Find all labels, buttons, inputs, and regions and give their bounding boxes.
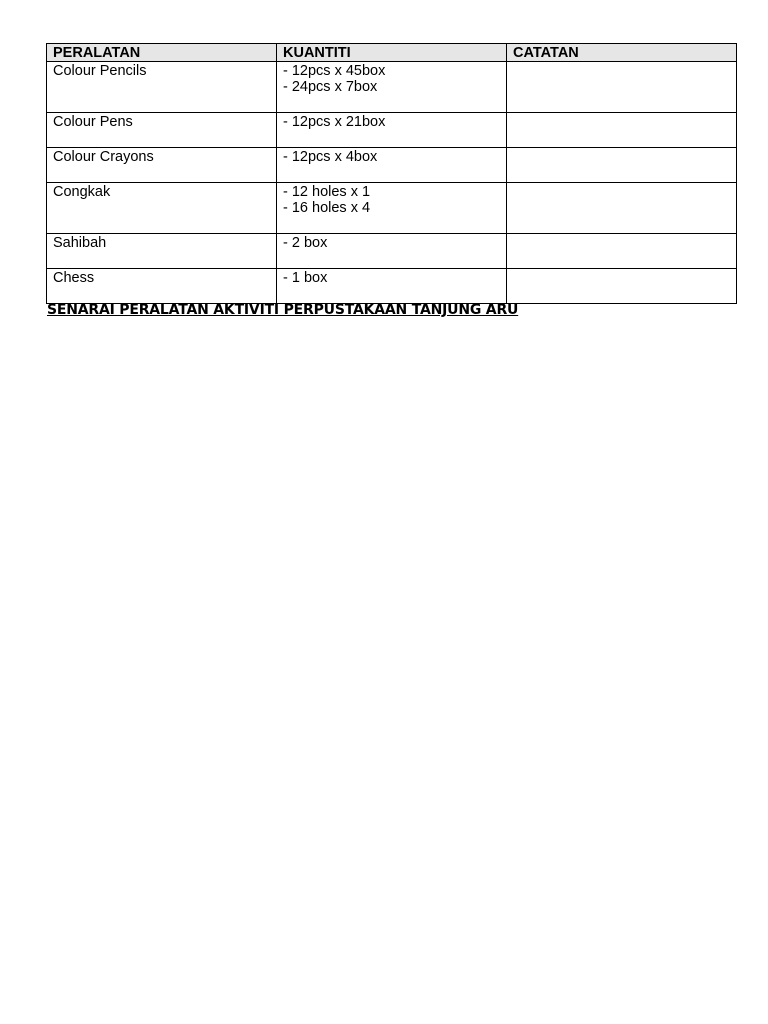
table-row [47, 148, 737, 183]
table-row [47, 113, 737, 148]
cell-note [507, 148, 737, 183]
table-row [47, 269, 737, 304]
cell-qty [277, 62, 507, 113]
table-row [47, 234, 737, 269]
equipment-table [46, 43, 737, 304]
qty-line: - 12 holes x 1 [283, 184, 371, 200]
header-catatan: CATATAN [507, 44, 737, 62]
cell-qty [277, 234, 507, 269]
cell-qty [277, 269, 507, 304]
cell-item: Colour Pens [47, 113, 277, 148]
qty-line: - 2 box [283, 235, 328, 251]
cell-note [507, 62, 737, 113]
cell-qty [277, 113, 507, 148]
qty-line: - 1 box [283, 270, 328, 286]
table-row [47, 183, 737, 234]
cell-qty [277, 148, 507, 183]
document-title: SENARAI PERALATAN AKTIVITI PERPUSTAKAAN TANJUNG ARU [47, 302, 519, 318]
cell-item: Congkak [47, 183, 277, 234]
cell-item: Colour Pencils [47, 62, 277, 113]
qty-line: - 12pcs x 45box [283, 63, 386, 79]
cell-note [507, 183, 737, 234]
qty-line: - 24pcs x 7box [283, 79, 378, 95]
header-kuantiti: KUANTITI [277, 44, 507, 62]
cell-note [507, 113, 737, 148]
qty-line: - 12pcs x 21box [283, 114, 386, 130]
cell-qty [277, 183, 507, 234]
header-peralatan: PERALATAN [47, 44, 277, 62]
qty-line: - 12pcs x 4box [283, 149, 378, 165]
table-header-row [47, 44, 737, 62]
cell-note [507, 269, 737, 304]
qty-line: - 16 holes x 4 [283, 200, 371, 216]
cell-item: Colour Crayons [47, 148, 277, 183]
cell-item: Sahibah [47, 234, 277, 269]
table-row [47, 62, 737, 113]
cell-item: Chess [47, 269, 277, 304]
cell-note [507, 234, 737, 269]
